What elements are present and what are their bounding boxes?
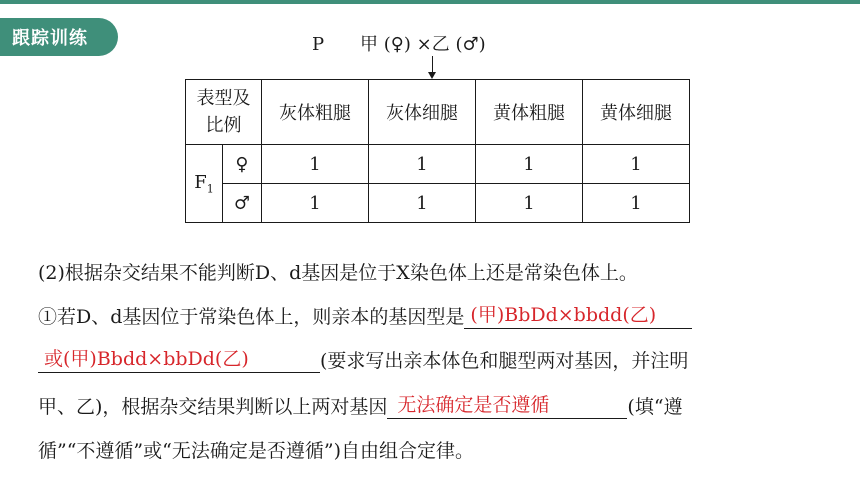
section-badge: 跟踪训练	[0, 18, 118, 56]
table-cell: 1	[583, 145, 690, 184]
table-cell: 1	[262, 145, 369, 184]
female-parent: 甲 (♀)	[360, 34, 411, 55]
corner-header-line2: 比例	[205, 115, 242, 136]
column-header: 黄体粗腿	[476, 80, 583, 145]
parent-label: P	[312, 34, 325, 55]
answer-blank-1a	[464, 306, 692, 329]
answer-genotype-1: (甲)BbDd×bbdd(乙)	[470, 304, 657, 326]
question-line-3-text: (要求写出亲本体色和腿型两对基因，并注明	[320, 350, 689, 372]
table-cell: 1	[476, 184, 583, 223]
table-cell: 1	[583, 184, 690, 223]
question-line-2	[38, 302, 828, 329]
female-symbol-icon: ♀	[223, 145, 262, 184]
table-cell: 1	[262, 184, 369, 223]
table-cell: 1	[476, 145, 583, 184]
column-header: 黄体细腿	[583, 80, 690, 145]
male-symbol-icon: ♂	[223, 184, 262, 223]
cross-symbol: ×	[416, 34, 432, 55]
answer-blank-2	[387, 396, 627, 419]
answer-inheritance: 无法确定是否遵循	[397, 394, 550, 416]
table-cell: 1	[369, 145, 476, 184]
down-arrow-icon	[428, 72, 436, 79]
column-header: 灰体粗腿	[262, 80, 369, 145]
male-parent: 乙 (♂)	[431, 34, 486, 55]
table-row	[186, 184, 690, 223]
generation-label: $F_1$	[186, 145, 223, 223]
top-accent-bar	[0, 0, 860, 4]
column-header: 灰体细腿	[369, 80, 476, 145]
corner-header-line1: 表型及	[196, 88, 251, 109]
question-line-2-text: ①若D、d基因位于常染色体上，则亲本的基因型是	[38, 306, 465, 328]
answer-genotype-2: 或(甲)Bbdd×bbDd(乙)	[44, 348, 249, 370]
table-cell: 1	[369, 184, 476, 223]
question-line-4-text: 甲、乙)，根据杂交结果判断以上两对基因	[38, 396, 388, 418]
phenotype-table	[185, 79, 690, 223]
table-row	[186, 145, 690, 184]
question-line-1: (2)根据杂交结果不能判断D、d基因是位于X染色体上还是常染色体上。	[38, 262, 638, 284]
table-corner-header	[186, 80, 262, 145]
table-header-row	[186, 80, 690, 145]
answer-blank-1b	[38, 350, 320, 373]
question-line-5: 循”“不遵循”或“无法确定是否遵循”)自由组合定律。	[38, 440, 474, 462]
question-line-4	[38, 392, 828, 419]
question-line-3	[38, 346, 828, 373]
cross-notation	[312, 30, 486, 56]
question-line-4-suffix: (填“遵	[627, 396, 683, 418]
